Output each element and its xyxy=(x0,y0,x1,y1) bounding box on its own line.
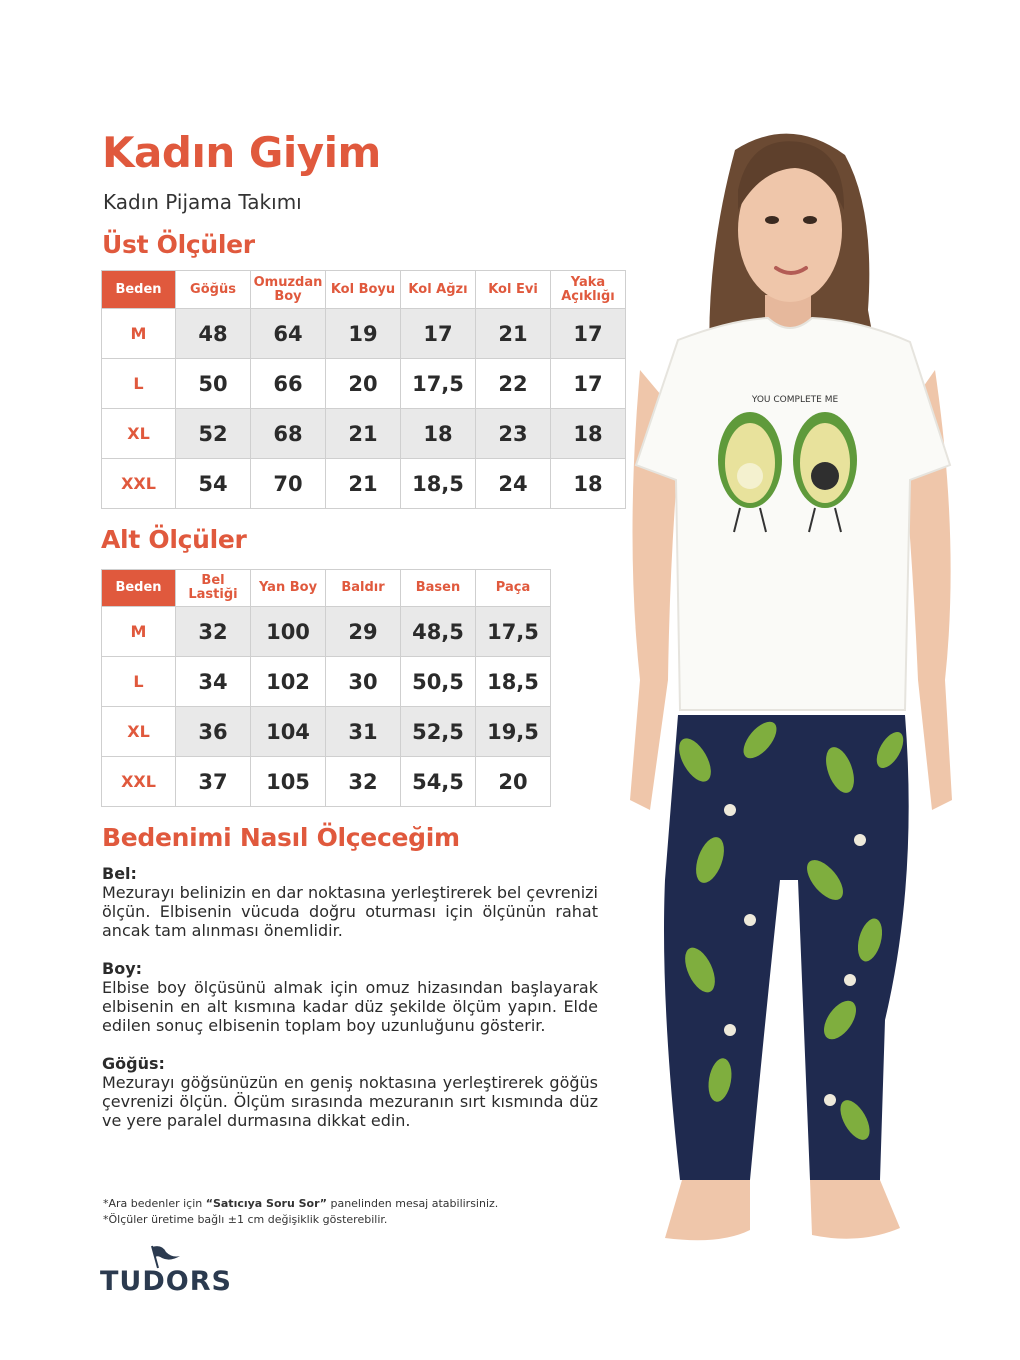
brand-name: TUDORS xyxy=(100,1266,232,1297)
table-cell: 37 xyxy=(176,757,251,807)
top-sizes-heading: Üst Ölçüler xyxy=(102,230,255,259)
table-row xyxy=(102,409,626,459)
column-header: Kol Ağzı xyxy=(401,271,476,309)
table-cell: 30 xyxy=(326,657,401,707)
column-header: Bel Lastiği xyxy=(176,570,251,607)
column-header: Omuzdan Boy xyxy=(251,271,326,309)
table-cell: 64 xyxy=(251,309,326,359)
table-cell: 48 xyxy=(176,309,251,359)
table-cell: 24 xyxy=(476,459,551,509)
table-cell: 21 xyxy=(476,309,551,359)
table-cell: 48,5 xyxy=(401,607,476,657)
table-cell: 19 xyxy=(326,309,401,359)
table-cell: 29 xyxy=(326,607,401,657)
table-cell: 32 xyxy=(176,607,251,657)
brand-logo xyxy=(100,1244,240,1300)
table-cell: 17 xyxy=(551,359,626,409)
table-cell: 17,5 xyxy=(401,359,476,409)
how-to-section xyxy=(102,864,598,1149)
how-to-text: Elbise boy ölçüsünü almak için omuz hizasından başlayarak elbisenin en alt kısmına kadar düz şekilde ölçüm yapın. Elde edilen sonuç elbisenin toplam boy uzunluğunu gösterir. xyxy=(102,978,598,1035)
bottom-sizes-heading: Alt Ölçüler xyxy=(101,525,247,554)
table-cell: 20 xyxy=(326,359,401,409)
table-cell: 104 xyxy=(251,707,326,757)
shirt-print-text: YOU COMPLETE ME xyxy=(751,395,839,405)
how-to-text: Mezurayı göğsünüzün en geniş noktasına yerleştirerek göğüs çevrenizi ölçün. Ölçüm sırasında mezuranın sırt kısmında düz ve yere paralel durmasına dikkat edin. xyxy=(102,1073,598,1130)
table-cell: 68 xyxy=(251,409,326,459)
size-label: L xyxy=(102,359,176,409)
table-cell: 36 xyxy=(176,707,251,757)
table-cell: 100 xyxy=(251,607,326,657)
column-header: Paça xyxy=(476,570,551,607)
size-label: M xyxy=(102,309,176,359)
table-row xyxy=(102,309,626,359)
table-row xyxy=(102,359,626,409)
table-cell: 31 xyxy=(326,707,401,757)
size-label: XXL xyxy=(102,459,176,509)
table-header-row xyxy=(102,271,626,309)
size-label: XL xyxy=(102,707,176,757)
column-header: Basen xyxy=(401,570,476,607)
how-to-heading: Bedenimi Nasıl Ölçeceğim xyxy=(102,823,460,852)
table-cell: 21 xyxy=(326,459,401,509)
table-cell: 22 xyxy=(476,359,551,409)
model-photo xyxy=(600,120,1010,1360)
bottom-size-table xyxy=(101,569,551,807)
size-label: XL xyxy=(102,409,176,459)
table-cell: 18,5 xyxy=(476,657,551,707)
table-cell: 52,5 xyxy=(401,707,476,757)
table-cell: 54 xyxy=(176,459,251,509)
table-cell: 18 xyxy=(401,409,476,459)
column-header: Kol Evi xyxy=(476,271,551,309)
footnote-line xyxy=(103,1196,498,1212)
size-label: L xyxy=(102,657,176,707)
how-to-item-chest xyxy=(102,1054,598,1130)
table-row xyxy=(102,707,551,757)
table-cell: 17,5 xyxy=(476,607,551,657)
size-label: M xyxy=(102,607,176,657)
table-cell: 52 xyxy=(176,409,251,459)
size-label: XXL xyxy=(102,757,176,807)
footnote-line: *Ölçüler üretime bağlı ±1 cm değişiklik gösterebilir. xyxy=(103,1213,388,1226)
table-cell: 18,5 xyxy=(401,459,476,509)
table-cell: 50,5 xyxy=(401,657,476,707)
column-header: Yaka Açıklığı xyxy=(551,271,626,309)
column-header: Göğüs xyxy=(176,271,251,309)
table-cell: 19,5 xyxy=(476,707,551,757)
how-to-label: Göğüs: xyxy=(102,1054,165,1073)
table-cell: 102 xyxy=(251,657,326,707)
table-cell: 17 xyxy=(401,309,476,359)
table-cell: 18 xyxy=(551,459,626,509)
footnote-text: *Ara bedenler için xyxy=(103,1197,206,1210)
table-cell: 54,5 xyxy=(401,757,476,807)
how-to-label: Boy: xyxy=(102,959,143,978)
table-row xyxy=(102,757,551,807)
page-title: Kadın Giyim xyxy=(102,128,381,177)
table-cell: 23 xyxy=(476,409,551,459)
how-to-item-waist xyxy=(102,864,598,940)
table-cell: 17 xyxy=(551,309,626,359)
how-to-item-length xyxy=(102,959,598,1035)
page-subtitle: Kadın Pijama Takımı xyxy=(103,190,302,214)
column-header: Baldır xyxy=(326,570,401,607)
how-to-text: Mezurayı belinizin en dar noktasına yerleştirerek bel çevrenizi ölçün. Elbisenin vücuda doğru oturması için ölçünün rahat ancak tam alınması önemlidir. xyxy=(102,883,598,940)
table-cell: 50 xyxy=(176,359,251,409)
table-row xyxy=(102,607,551,657)
column-header: Beden xyxy=(102,271,176,309)
how-to-label: Bel: xyxy=(102,864,137,883)
table-header-row xyxy=(102,570,551,607)
footnotes xyxy=(103,1196,498,1228)
footnote-text: panelinden mesaj atabilirsiniz. xyxy=(326,1197,499,1210)
table-cell: 70 xyxy=(251,459,326,509)
footnote-emphasis: “Satıcıya Soru Sor” xyxy=(205,1197,327,1210)
table-cell: 21 xyxy=(326,409,401,459)
column-header: Beden xyxy=(102,570,176,607)
table-cell: 105 xyxy=(251,757,326,807)
table-row xyxy=(102,657,551,707)
table-row xyxy=(102,459,626,509)
table-cell: 20 xyxy=(476,757,551,807)
column-header: Kol Boyu xyxy=(326,271,401,309)
table-cell: 18 xyxy=(551,409,626,459)
table-cell: 66 xyxy=(251,359,326,409)
table-cell: 32 xyxy=(326,757,401,807)
table-cell: 34 xyxy=(176,657,251,707)
top-size-table xyxy=(101,270,626,509)
column-header: Yan Boy xyxy=(251,570,326,607)
